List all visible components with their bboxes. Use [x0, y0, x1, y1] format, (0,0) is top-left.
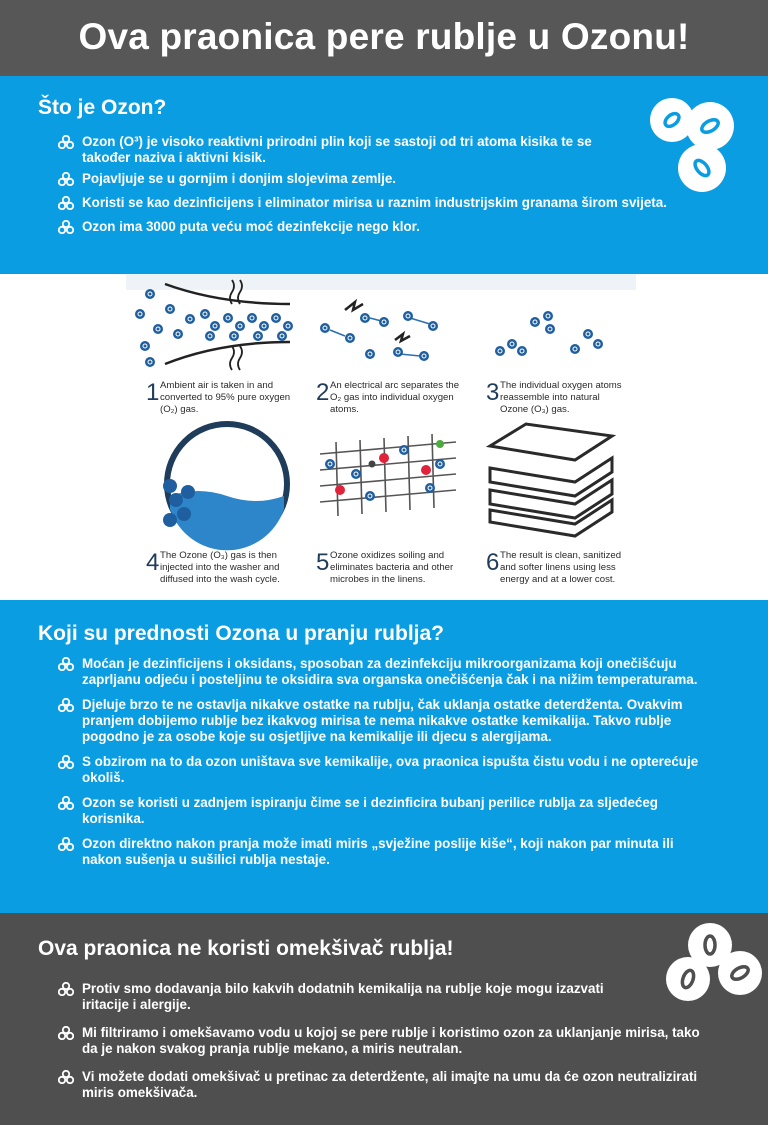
list-item: Vi možete dodati omekšivač u pretinac za deterdžente, ali imajte na umu da će ozon neutralizirati miris omekšivača.	[58, 1069, 708, 1101]
bullet-molecule-icon	[58, 982, 74, 996]
bullet-molecule-icon	[58, 172, 74, 186]
step-2-illustration	[320, 302, 438, 361]
bullet-molecule-icon	[58, 698, 74, 712]
list-item: Ozon se koristi u zadnjem ispiranju čime se i dezinficira bubanj perilice rublja za sljedećeg korisnika.	[58, 795, 712, 827]
how-it-works-infographic	[0, 274, 768, 600]
page-title: Ova praonica pere rublje u Ozonu!	[78, 16, 690, 57]
step-4-illustration	[163, 424, 287, 550]
section-no-softener	[0, 913, 768, 1125]
bullet-molecule-icon	[58, 755, 74, 769]
ozone-list	[58, 134, 667, 235]
step-caption: 3 The individual oxygen atoms reassemble into natural Ozone (O₃) gas.	[486, 379, 622, 415]
list-item: Mi filtriramo i omekšavamo vodu u kojoj se pere rublje i koristimo ozon za uklanjanje mirisa, tako da je nakon svakog pranja rublje mekano, a miris neutralan.	[58, 1025, 708, 1057]
section-title: Koji su prednosti Ozona u pranju rublja?	[38, 622, 445, 645]
step-6-illustration	[490, 424, 612, 536]
step-caption: 4 The Ozone (O₃) gas is then injected into the washer and diffused into the wash cycle.	[146, 549, 280, 585]
list-item: Pojavljuje se u gornjim i donjim slojevima zemlje.	[58, 171, 608, 187]
page-header	[0, 0, 768, 76]
section-what-is-ozone	[0, 76, 768, 274]
bullet-molecule-icon	[58, 220, 74, 234]
list-item: Djeluje brzo te ne ostavlja nikakve ostatke na rublju, čak uklanja ostatke deterdženta. Ovakvim pranjem dobijemo rublje bez ikakvog mirisa te nema nikakve ostatke kemikalija. Takvo rublje pogodno je za osobe koje su osjetljive na kemikalije ili djecu s alergijama.	[58, 697, 712, 745]
step-caption: 1 Ambient air is taken in and converted to 95% pure oxygen (O₂) gas.	[146, 379, 291, 415]
step-5-illustration	[320, 434, 456, 516]
list-item: Protiv smo dodavanja bilo kakvih dodatnih kemikalija na rublje koje mogu izazvati iritacije i alergije.	[58, 981, 628, 1013]
step-caption: 6 The result is clean, sanitized and softer linens using less energy and at a lower cost.	[486, 549, 622, 585]
bullet-molecule-icon	[58, 135, 74, 149]
list-item: Koristi se kao dezinficijens i eliminator mirisa u raznim industrijskim granama širom svijeta.	[58, 195, 668, 211]
bullet-molecule-icon	[58, 1026, 74, 1040]
step-caption: 2 An electrical arc separates the O₂ gas into individual oxygen atoms.	[316, 379, 460, 415]
bullet-molecule-icon	[58, 657, 74, 671]
bullet-molecule-icon	[58, 1070, 74, 1084]
ozone-molecule-icon	[646, 98, 742, 194]
softener-list	[58, 981, 708, 1101]
list-item: Ozon (O³) je visoko reaktivni prirodni plin koji se sastoji od tri atoma kisika te se također naziva i aktivni kisik.	[58, 134, 608, 166]
list-item: Moćan je dezinficijens i oksidans, sposoban za dezinfekciju mikroorganizama koji onečišćuju zaprljanu odjeću i posteljinu te oksidira sva organska onečišćenja čak i na nižim temperaturama.	[58, 656, 712, 688]
bullet-molecule-icon	[58, 796, 74, 810]
benefits-list	[58, 656, 712, 868]
bullet-molecule-icon	[58, 837, 74, 851]
step-1-illustration	[135, 280, 293, 370]
list-item: S obzirom na to da ozon uništava sve kemikalije, ova praonica ispušta čistu vodu i ne opterećuje okoliš.	[58, 754, 712, 786]
section-benefits	[0, 600, 768, 913]
list-item: Ozon ima 3000 puta veću moć dezinfekcije nego klor.	[58, 219, 608, 235]
step-3-illustration	[495, 311, 603, 356]
step-caption: 5 Ozone oxidizes soiling and eliminates bacteria and other microbes in the linens.	[316, 549, 454, 585]
section-title: Što je Ozon?	[38, 96, 167, 119]
bullet-molecule-icon	[58, 196, 74, 210]
list-item: Ozon direktno nakon pranja može imati miris „svježine poslije kiše“, koji nakon par minuta ili nakon sušenja u sušilici rublja nestaje.	[58, 836, 712, 868]
section-title: Ova praonica ne koristi omekšivač rublja!	[38, 937, 454, 960]
